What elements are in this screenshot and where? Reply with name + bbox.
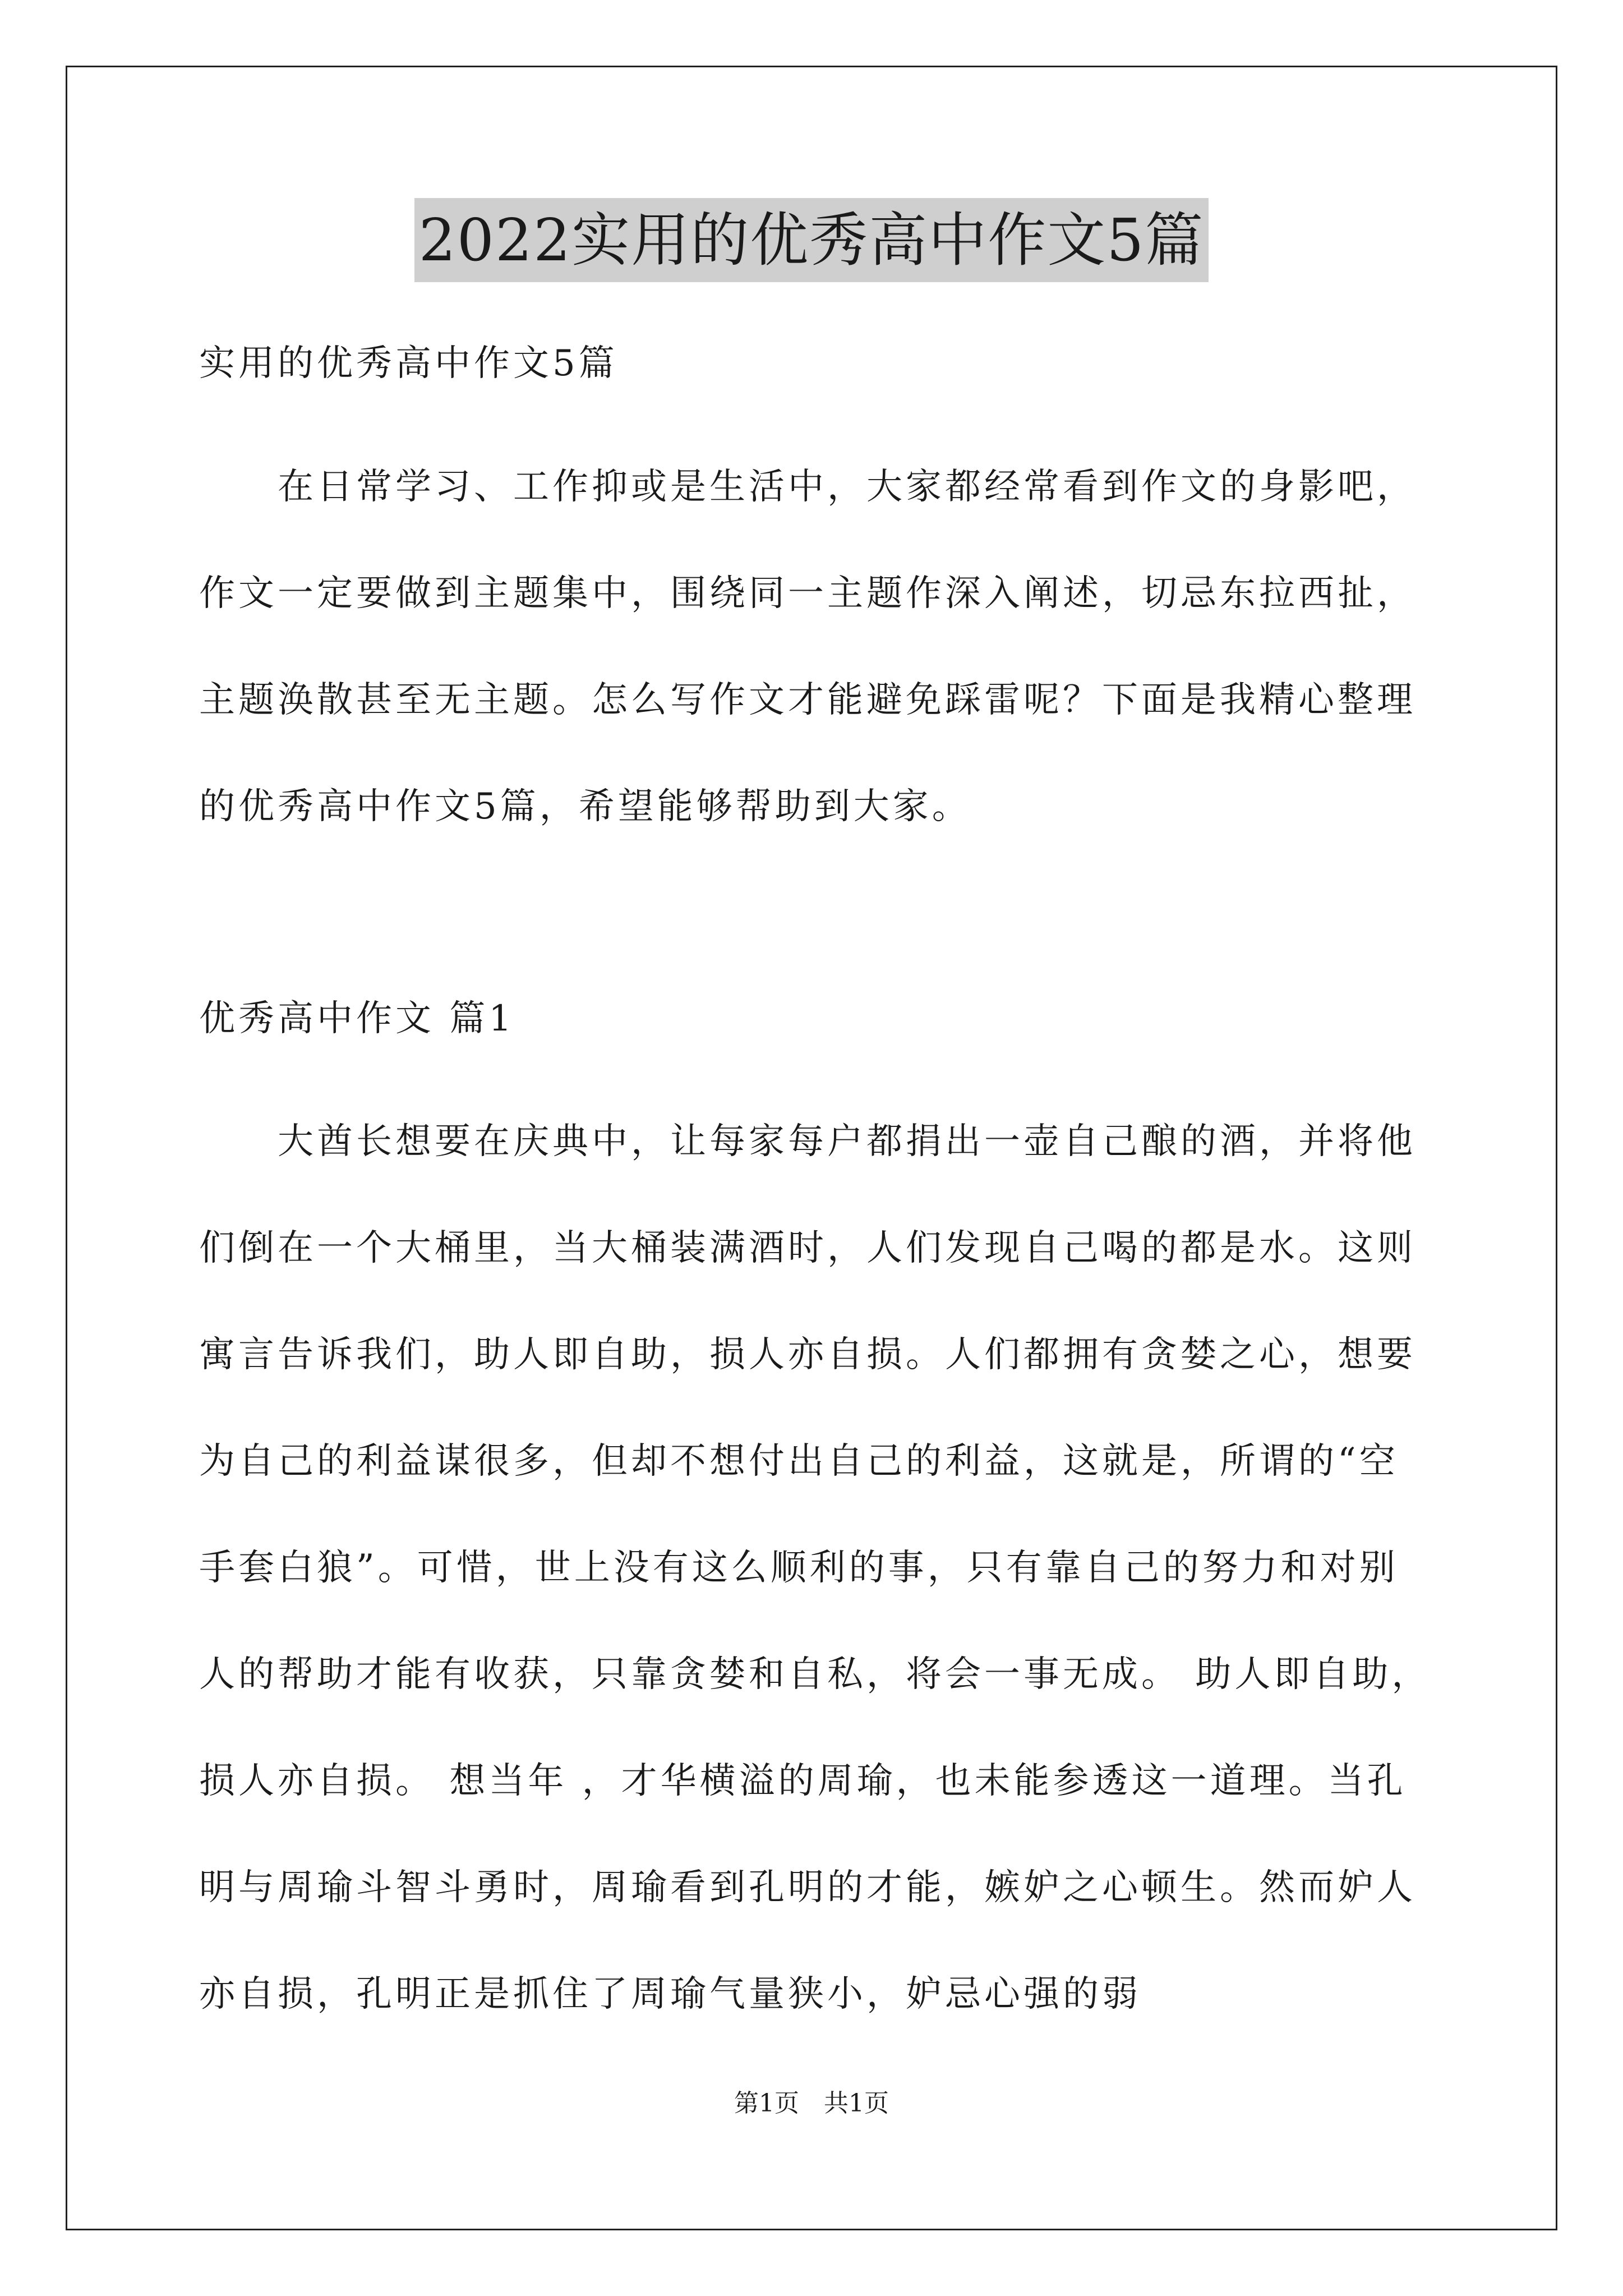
essay-paragraph: 大酋长想要在庆典中，让每家每户都捐出一壶自己酿的酒，并将他们倒在一个大桶里，当大桶装满酒时，人们发现自己喝的都是水。这则寓言告诉我们，助人即自助，损人亦自损。人们都拥有贪婪之心，想要为自己的利益谋很多，但却不想付出自己的利益，这就是，所谓的“空手套白狼”。可惜，世上没有这么顺利的事，只有靠自己的努力和对别人的帮助才能有收获，只靠贪婪和自私，将会一事无成。 助人即自助，损人亦自损。 想当年 ，才华横溢的周瑜，也未能参透这一道理。当孔明与周瑜斗智斗勇时，周瑜看到孔明的才能，嫉妒之心顿生。然而妒人亦自损，孔明正是抓住了周瑜气量狭小，妒忌心强的弱 [199,1121,1431,2015]
document-title: 2022实用的优秀高中作文5篇 [414,198,1209,282]
intro-paragraph: 在日常学习、工作抑或是生活中，大家都经常看到作文的身影吧，作文一定要做到主题集中，围绕同一主题作深入阐述，切忌东拉西扯，主题涣散甚至无主题。怎么写作文才能避免踩雷呢？下面是我精心整理的优秀高中作文5篇，希望能够帮助到大家。 [199,466,1416,827]
title-container [0,198,1623,282]
document-subtitle: 实用的优秀高中作文5篇 [199,343,618,384]
section-heading: 优秀高中作文 篇1 [199,998,515,1039]
page-footer: 第1页 共1页 [734,2089,889,2118]
